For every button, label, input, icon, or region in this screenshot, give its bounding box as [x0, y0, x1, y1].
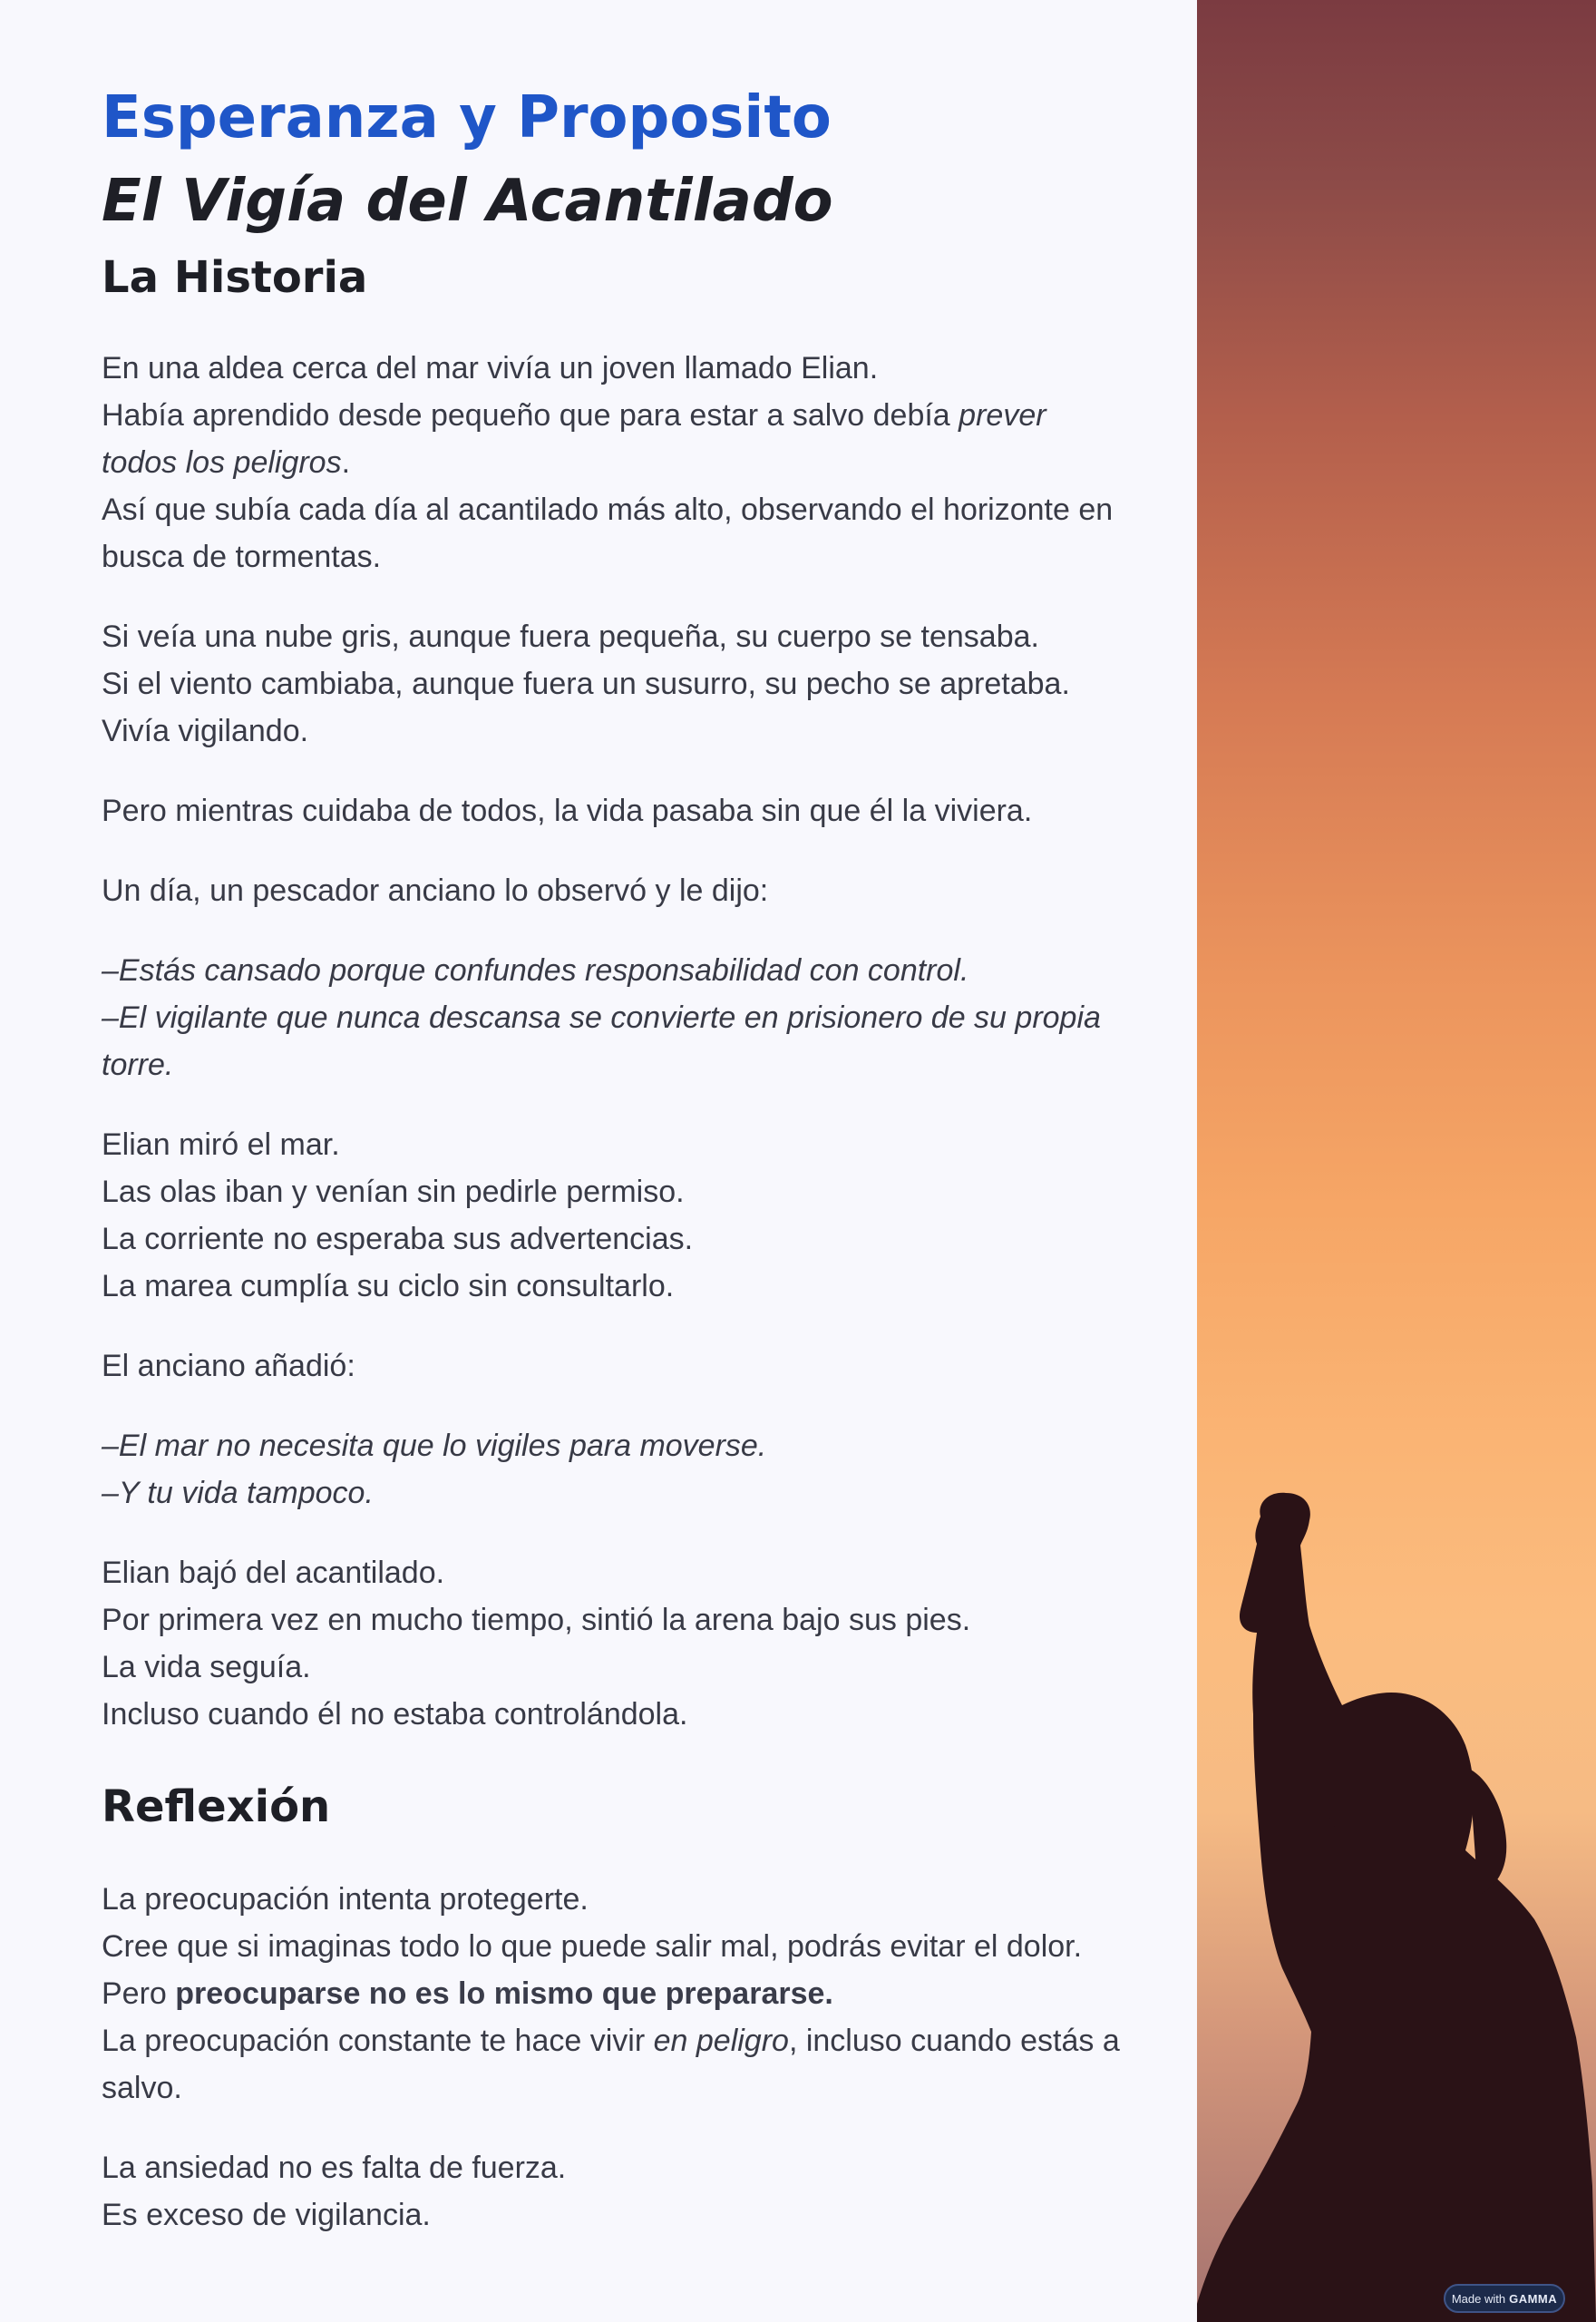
reflection-line [102, 1923, 1126, 2017]
reflection-text-run: Cree que si imaginas todo lo que puede salir mal, podrás evitar el dolor. Pero [102, 1929, 1083, 2011]
reflection-bold: preocuparse no es lo mismo que prepararse. [175, 1976, 833, 2011]
reflection-line [102, 2017, 1126, 2112]
story-line: Si veía una nube gris, aunque fuera pequeña, su cuerpo se tensaba. [102, 620, 1039, 654]
page-title: El Vigía del Acantilado [102, 168, 833, 235]
story-paragraph [102, 1121, 1126, 1310]
story-line: Por primera vez en mucho tiempo, sintió la arena bajo sus pies. [102, 1603, 971, 1637]
story-text [102, 345, 1126, 1771]
gamma-logo: GAMMA [1509, 2291, 1558, 2306]
reflection-text-run: , incluso cuando estás a salvo. [102, 2024, 1120, 2105]
story-line [102, 392, 1126, 486]
story-line: Vivía vigilando. [102, 714, 309, 748]
sunset-silhouette-image [1197, 0, 1596, 2322]
story-text-run: . [341, 445, 351, 480]
story-quote [102, 1422, 1126, 1517]
reflection-text-run: La preocupación constante te hace vivir [102, 2024, 654, 2058]
story-paragraph [102, 345, 1126, 580]
story-line: La corriente no esperaba sus advertencias. [102, 1222, 694, 1256]
story-paragraph [102, 1549, 1126, 1738]
reflection-paragraph [102, 2144, 1126, 2239]
story-line: En una aldea cerca del mar vivía un joven llamado Elian. [102, 351, 879, 385]
quote-line: –Estás cansado porque confundes responsabilidad con control. [102, 953, 969, 988]
story-line: Así que subía cada día al acantilado más alto, observando el horizonte en busca de tormentas. [102, 493, 1114, 574]
reflection-text [102, 1876, 1126, 2271]
section-heading-reflection: Reflexión [102, 1781, 331, 1832]
story-line: Las olas iban y venían sin pedirle permiso. [102, 1175, 685, 1209]
made-with-badge[interactable] [1444, 2284, 1565, 2313]
reflection-paragraph [102, 1876, 1126, 2112]
reflection-emphasis: en peligro [653, 2024, 789, 2058]
reflection-line: La ansiedad no es falta de fuerza. [102, 2151, 567, 2185]
story-emphasis: prever todos los peligros [102, 398, 1046, 480]
reflection-line: Es exceso de vigilancia. [102, 2198, 431, 2232]
story-line: Elian miró el mar. [102, 1127, 340, 1162]
silhouette-icon [1197, 0, 1596, 2322]
story-paragraph: Pero mientras cuidaba de todos, la vida pasaba sin que él la viviera. [102, 794, 1033, 828]
quote-line: –El mar no necesita que lo vigiles para moverse. [102, 1429, 767, 1463]
badge-prefix: Made with [1451, 2291, 1506, 2306]
story-text-run: Había aprendido desde pequeño que para estar a salvo debía [102, 398, 959, 433]
story-paragraph [102, 613, 1126, 755]
story-paragraph: El anciano añadió: [102, 1349, 355, 1383]
story-line: Incluso cuando él no estaba controlándola. [102, 1697, 688, 1732]
story-line: La marea cumplía su ciclo sin consultarlo. [102, 1269, 675, 1303]
story-line: La vida seguía. [102, 1650, 311, 1684]
story-quote [102, 947, 1126, 1088]
reflection-line: La preocupación intenta protegerte. [102, 1882, 589, 1917]
quote-line: –Y tu vida tampoco. [102, 1476, 374, 1510]
quote-line: –El vigilante que nunca descansa se convierte en prisionero de su propia torre. [102, 1000, 1101, 1082]
section-heading-history: La Historia [102, 252, 368, 303]
page-kicker: Esperanza y Proposito [102, 84, 832, 151]
story-line: Elian bajó del acantilado. [102, 1556, 445, 1590]
story-paragraph: Un día, un pescador anciano lo observó y le dijo: [102, 873, 769, 908]
story-line: Si el viento cambiaba, aunque fuera un susurro, su pecho se apretaba. [102, 667, 1070, 701]
